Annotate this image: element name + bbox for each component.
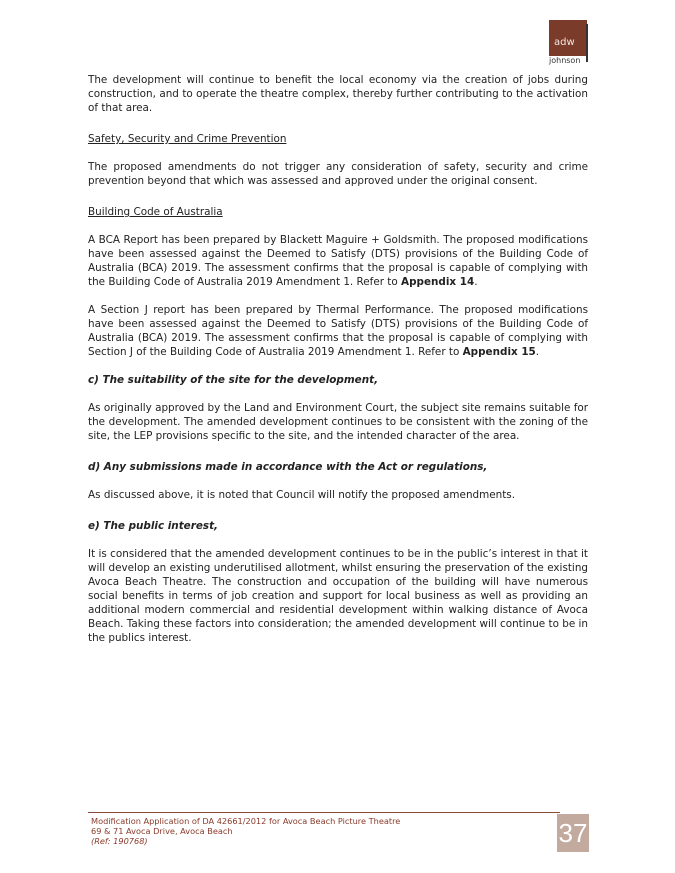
paragraph-safety: The proposed amendments do not trigger any consideration of safety, security and crime prevention beyond that which was assessed and approved under the original consent. xyxy=(88,161,588,187)
paragraph-bca-report xyxy=(88,233,588,289)
paragraph-public-interest: It is considered that the amended development continues to be in the public’s interest in that it will develop an existing underutilised allotment, whilst ensuring the preservation of the existing Avoca Beach Theatre. The construction and occupation of the building will have numerous social benefits in terms of job creation and support for local business as well as providing an additional modern commercial and residential development within walking distance of Avoca Beach. Taking these factors into consideration; the amended development will continue to be in the publics interest. xyxy=(88,548,588,644)
heading-safety: Safety, Security and Crime Prevention xyxy=(88,133,287,145)
footer-rule xyxy=(88,812,560,813)
bca-report-text: A BCA Report has been prepared by Blackett Maguire + Goldsmith. The proposed modifications have been assessed against the Deemed to Satisfy (DTS) provisions of the Building Code of Australia (BCA) 2019. The assessment confirms that the proposal is capable of complying with the Building Code of Australia 2019 Amendment 1. Refer to xyxy=(88,234,588,288)
footer-project-title: Modification Application of DA 42661/2012 for Avoca Beach Picture Theatre xyxy=(91,816,401,826)
appendix-15-reference: Appendix 15 xyxy=(462,346,536,358)
page-body xyxy=(88,73,588,645)
page-footer xyxy=(88,812,588,852)
logo-bar xyxy=(586,24,588,62)
paragraph-submissions: As discussed above, it is noted that Council will notify the proposed amendments. xyxy=(88,489,516,501)
page-number-box xyxy=(557,814,589,852)
paragraph-economy: The development will continue to benefit the local economy via the creation of jobs during construction, and to operate the theatre complex, thereby further contributing to the activation of that area. xyxy=(88,74,588,114)
company-logo xyxy=(549,20,589,65)
footer-address: 69 & 71 Avoca Drive, Avoca Beach xyxy=(91,826,233,836)
heading-public-interest: e) The public interest, xyxy=(88,520,218,532)
section-j-end: . xyxy=(535,346,540,358)
logo-name: johnson xyxy=(549,56,581,65)
logo-mark: adw xyxy=(554,37,575,48)
paragraph-section-j xyxy=(88,303,588,359)
section-j-text: A Section J report has been prepared by Thermal Performance. The proposed modifications have been assessed against the Deemed to Satisfy (DTS) provisions of the Building Code of Australia (BCA) 2019. The assessment confirms that the proposal is capable of complying with Section J of the Building Code of Australia 2019 Amendment 1. Refer to xyxy=(88,304,588,358)
heading-bca: Building Code of Australia xyxy=(88,206,223,218)
heading-site-suitability: c) The suitability of the site for the development, xyxy=(88,374,379,386)
appendix-14-reference: Appendix 14 xyxy=(401,276,475,288)
page-number: 37 xyxy=(558,818,588,848)
logo-box xyxy=(549,20,587,56)
paragraph-site-suitability: As originally approved by the Land and Environment Court, the subject site remains suitable for the development. The amended development continues to be consistent with the zoning of the site, the LEP provisions specific to the site, and the intended character of the area. xyxy=(88,402,588,442)
bca-report-end: . xyxy=(474,276,478,288)
footer-reference: (Ref: 190768) xyxy=(91,836,148,846)
heading-submissions: d) Any submissions made in accordance with the Act or regulations, xyxy=(88,461,488,473)
